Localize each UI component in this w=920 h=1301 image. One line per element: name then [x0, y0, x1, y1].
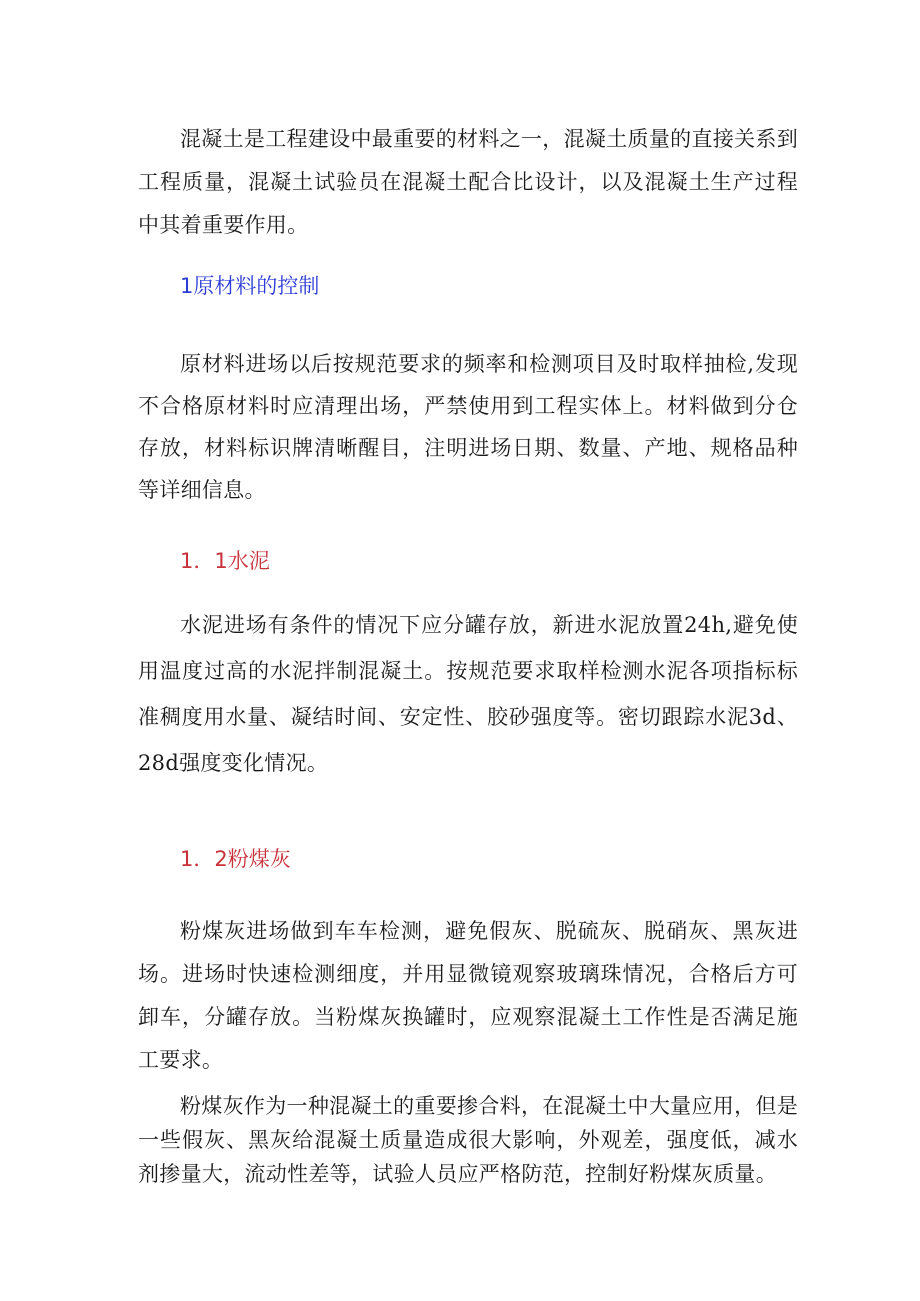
- fly-ash-paragraph-1: 粉煤灰进场做到车车检测，避免假灰、脱硫灰、脱硝灰、黑灰进场。进场时快速检测细度，并用显微镜观察玻璃珠情况，合格后方可卸车，分罐存放。当粉煤灰换罐时，应观察混凝土工作性是否满足施工要求。: [138, 919, 798, 1072]
- fly-ash-paragraph-2: 粉煤灰作为一种混凝土的重要掺合料，在混凝土中大量应用，但是一些假灰、黑灰给混凝土质量造成很大影响，外观差，强度低，减水剂掺量大，流动性差等，试验人员应严格防范，控制好粉煤灰质量。: [138, 1094, 798, 1186]
- raw-materials-paragraph: 原材料进场以后按规范要求的频率和检测项目及时取样抽检,发现不合格原材料时应清理出场，严禁使用到工程实体上。材料做到分仓存放，材料标识牌清晰醒目，注明进场日期、数量、产地、规格品种等详细信息。: [138, 352, 798, 502]
- intro-paragraph: 混凝土是工程建设中最重要的材料之一，混凝土质量的直接关系到工程质量，混凝土试验员在混凝土配合比设计，以及混凝土生产过程中其着重要作用。: [138, 127, 798, 237]
- subsection-heading-fly-ash: 1．2粉煤灰: [180, 847, 291, 871]
- cement-paragraph: 水泥进场有条件的情况下应分罐存放，新进水泥放置24h,避免使用温度过高的水泥拌制混凝土。按规范要求取样检测水泥各项指标标准稠度用水量、凝结时间、安定性、胶砂强度等。密切跟踪水泥3d、28d强度变化情况。: [138, 613, 798, 775]
- subsection-heading-cement: 1．1水泥: [180, 549, 270, 573]
- section-heading-raw-materials: 1原材料的控制: [180, 274, 320, 298]
